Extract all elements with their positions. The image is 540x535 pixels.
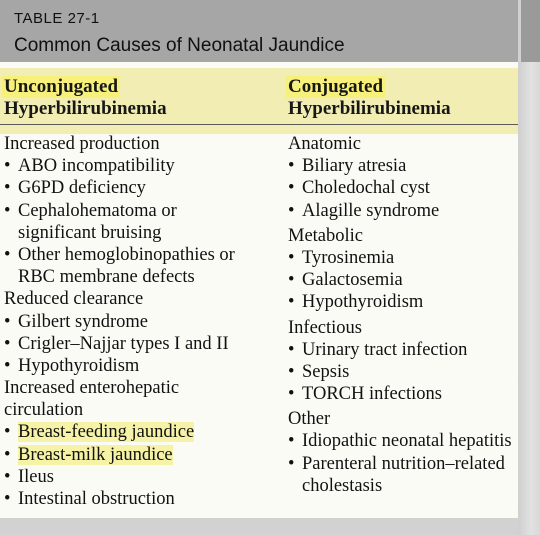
- list-item-continued: cholestasis: [302, 475, 383, 496]
- group-anatomic: Anatomic: [288, 134, 361, 154]
- highlight-breast-feeding: Breast-feeding jaundice: [18, 422, 195, 443]
- list-item: • Choledochal cyst: [288, 177, 518, 199]
- list-item-highlighted: [4, 421, 279, 443]
- table-number: TABLE 27-1: [14, 10, 100, 27]
- page-edge: [518, 0, 540, 535]
- list-item: • Tyrosinemia: [288, 247, 518, 269]
- table-title: Common Causes of Neonatal Jaundice: [14, 35, 345, 56]
- group-metabolic: Metabolic: [288, 225, 364, 246]
- list-item: • Gilbert syndrome: [4, 311, 279, 333]
- unconjugated-heading: Unconjugated: [4, 76, 119, 97]
- conjugated-heading-2: Hyperbilirubinemia: [288, 98, 451, 119]
- list-item-highlighted: [4, 444, 279, 466]
- list-item: • Idiopathic neonatal hepatitis: [288, 430, 518, 452]
- list-item-continued: significant bruising: [18, 222, 162, 243]
- list-item: • Other hemoglobinopathies or: [4, 244, 279, 266]
- header-divider: [0, 124, 518, 125]
- unconjugated-heading-2: Hyperbilirubinemia: [4, 98, 167, 119]
- group-increased-production: Increased production: [4, 134, 160, 154]
- list-item: • Intestinal obstruction: [4, 488, 279, 510]
- group-enterohepatic: Increased enterohepatic: [4, 378, 180, 399]
- list-item-continued: RBC membrane defects: [18, 267, 195, 288]
- conjugated-heading: Conjugated: [288, 76, 384, 97]
- list-item: • Ileus: [4, 466, 279, 488]
- list-item: • Hypothyroidism: [288, 291, 518, 313]
- group-enterohepatic-continued: circulation: [4, 400, 84, 421]
- list-item: • Parenteral nutrition–related: [288, 453, 518, 475]
- list-item: • Galactosemia: [288, 269, 518, 291]
- group-reduced-clearance: Reduced clearance: [4, 289, 144, 310]
- unconjugated-causes: [4, 133, 279, 510]
- group-other: Other: [288, 409, 331, 430]
- list-item: • Sepsis: [288, 361, 518, 383]
- list-item: • Biliary atresia: [288, 155, 518, 177]
- list-item: • Alagille syndrome: [288, 200, 518, 222]
- list-item: • TORCH infections: [288, 383, 518, 405]
- table-header: [0, 0, 518, 62]
- page-edge-shade: [521, 0, 540, 62]
- list-item: • ABO incompatibility: [4, 155, 279, 177]
- list-item: • Crigler–Najjar types I and II: [4, 333, 279, 355]
- group-infectious: Infectious: [288, 317, 362, 338]
- conjugated-causes: [288, 133, 518, 497]
- highlight-breast-milk: Breast-milk jaundice: [18, 444, 173, 465]
- list-item: • Hypothyroidism: [4, 355, 279, 377]
- list-item: • Urinary tract infection: [288, 339, 518, 361]
- list-item: • G6PD deficiency: [4, 177, 279, 199]
- list-item: • Cephalohematoma or: [4, 200, 279, 222]
